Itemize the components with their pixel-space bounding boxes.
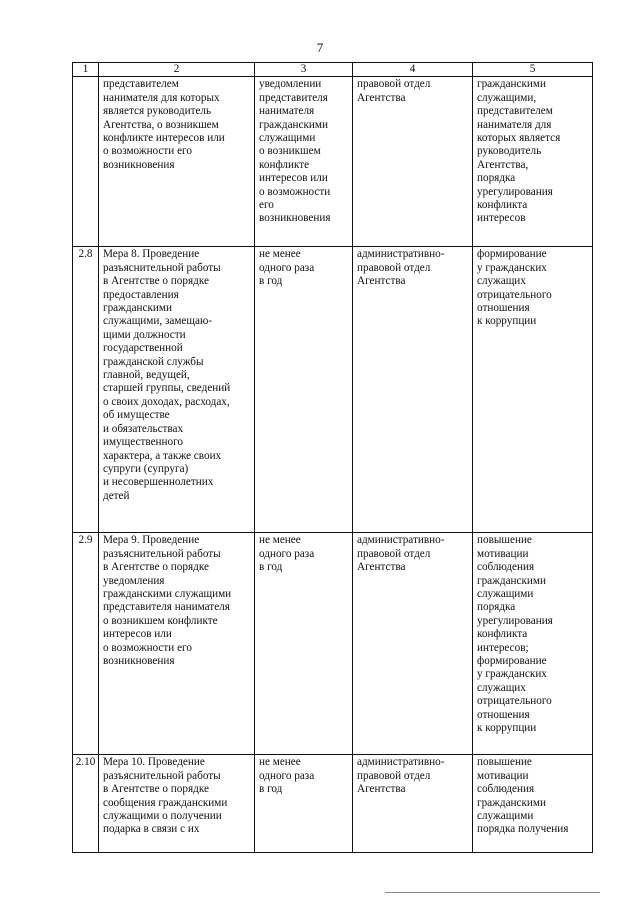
period-cell <box>255 533 353 755</box>
table-row <box>73 755 593 853</box>
column-header: 4 <box>353 63 473 77</box>
measure-cell <box>99 533 255 755</box>
row-number: 2.9 <box>73 533 99 755</box>
result-cell <box>473 247 593 533</box>
column-header: 2 <box>99 63 255 77</box>
responsible-text: административно- правовой отдел Агентства <box>357 534 445 574</box>
period-cell <box>255 755 353 853</box>
result-cell <box>473 755 593 853</box>
responsible-cell <box>353 533 473 755</box>
responsible-cell <box>353 755 473 853</box>
period-text: не менее одного раза в год <box>259 756 315 796</box>
row-number: 2.10 <box>73 755 99 853</box>
column-header: 1 <box>73 63 99 77</box>
result-cell <box>473 77 593 247</box>
period-cell <box>255 77 353 247</box>
measure-text: Мера 8. Проведение разъяснительной работы в Агентстве о порядке предоставления гражданскими служащими, замещаю- щими должности государственной гражданской службы главной, ведущей, старшей группы, сведений о своих доходах, расходах, об имуществе и обязательствах имущественного характера, а также своих супруги (супруга) и несовершеннолетних детей <box>103 248 231 502</box>
row-number <box>73 77 99 247</box>
period-text: не менее одного раза в год <box>259 248 315 288</box>
result-text: повышение мотивации соблюдения гражданскими служащими порядка урегулирования конфликта интересов; формирование у гражданских служащих отрицательного отношения к коррупции <box>477 534 553 735</box>
measure-cell <box>99 755 255 853</box>
responsible-text: административно- правовой отдел Агентства <box>357 248 445 288</box>
table-row <box>73 533 593 755</box>
measure-text: представителем нанимателя для которых является руководитель Агентства, о возникшем конфликте интересов или о возможности его возникновения <box>103 78 225 171</box>
responsible-text: административно- правовой отдел Агентства <box>357 756 445 796</box>
column-header: 3 <box>255 63 353 77</box>
responsible-cell <box>353 77 473 247</box>
responsible-text: правовой отдел Агентства <box>357 78 431 104</box>
period-text: не менее одного раза в год <box>259 534 315 574</box>
page-number: 7 <box>316 40 324 55</box>
responsible-cell <box>353 247 473 533</box>
table-header-row <box>73 63 593 77</box>
measures-table <box>72 62 593 853</box>
table-row <box>73 77 593 247</box>
table-row <box>73 247 593 533</box>
measure-text: Мера 9. Проведение разъяснительной работы в Агентстве о порядке уведомления гражданскими служащими представителя нанимателя о возникшем конфликте интересов или о возможности его возникновения <box>103 534 232 668</box>
result-text: повышение мотивации соблюдения гражданскими служащими порядка получения <box>477 756 569 836</box>
scan-edge-line <box>385 892 600 893</box>
row-number: 2.8 <box>73 247 99 533</box>
result-text: гражданскими служащими, представителем нанимателя для которых является руководитель Агентства, порядка урегулирования конфликта интересов <box>477 78 561 225</box>
period-text: уведомлении представителя нанимателя гражданскими служащими о возникшем конфликте интересов или о возможности его возникновения <box>259 78 331 225</box>
period-cell <box>255 247 353 533</box>
result-cell <box>473 533 593 755</box>
column-header: 5 <box>473 63 593 77</box>
measure-cell <box>99 247 255 533</box>
result-text: формирование у гражданских служащих отрицательного отношения к коррупции <box>477 248 552 328</box>
measure-text: Мера 10. Проведение разъяснительной работы в Агентстве о порядке сообщения гражданскими служащими о получении подарка в связи с их <box>103 756 228 836</box>
measure-cell <box>99 77 255 247</box>
